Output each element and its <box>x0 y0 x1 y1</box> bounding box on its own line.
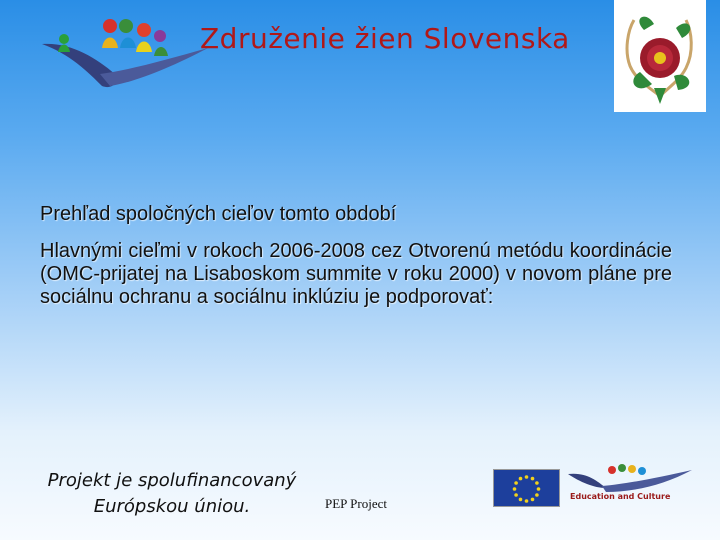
page-title: Združenie žien Slovenska <box>200 22 570 55</box>
body-paragraph: Hlavnými cieľmi v rokoch 2006-2008 cez Otvorenú metódu koordinácie (OMC-prijatej na Lisaboskom summite v roku 2000) v novom pláne pre sociálnu ochranu a sociálnu inklúziu je podporovať: <box>40 240 672 308</box>
people-wave-logo <box>40 12 210 92</box>
eu-flag-icon <box>493 469 560 507</box>
section-heading: Prehľad spoločných cieľov tomto období <box>40 203 397 225</box>
flower-hands-logo <box>614 0 706 112</box>
project-label: PEP Project <box>325 496 387 511</box>
education-culture-label: Education and Culture <box>570 492 671 501</box>
cofinanced-line-2: Európskou úniou. <box>93 496 251 517</box>
cofinanced-note <box>42 468 302 520</box>
cofinanced-line-1: Projekt je spolufinancovaný <box>47 470 297 491</box>
